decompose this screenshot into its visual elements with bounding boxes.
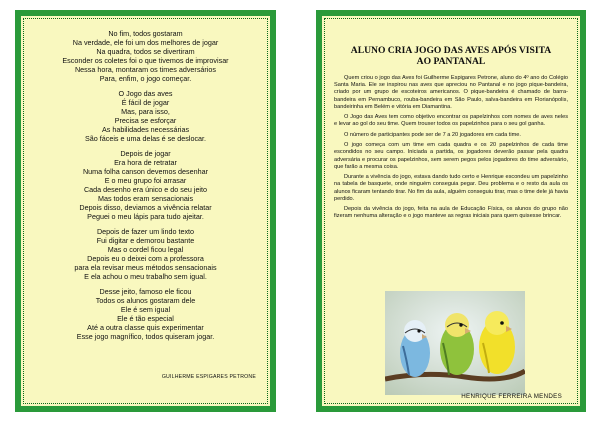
poem-line: Depois disso, deviamos a vivência relatar [79,203,212,212]
poem-line: O Jogo das aves [118,89,173,98]
poem-line: As habilidades necessárias [101,125,190,134]
poem-line: Esconder os coletes foi o que tivemos de improvisar [62,56,229,65]
poem-line: São fáceis e uma delas é se deslocar. [84,134,207,143]
poem-line: Depois eu o deixei com a professora [87,254,204,263]
poem-line: Mas, para isso, [121,107,170,116]
article-title-line: AO PANTANAL [416,56,486,67]
poem-line: Desse jeito, famoso ele ficou [99,287,192,296]
poem-author: GUILHERME ESPIGARES PETRONE [161,374,256,380]
article-paragraph: O jogo começa com um time em cada quadra e os 20 papelzinhos de cada time escondidos no seu campo. Iniciada a partida, os jogadores deverão passar pela quadra adversária e procurar os papelzinhos, sem serem pegos pelos jogadores do time adversário, que farão a mesma coisa. [334,142,568,170]
poem-line: No fim, todos gostaram [108,29,183,38]
poem-line: Esse jogo magnífico, todos quiseram jogar. [76,332,215,341]
poem-line: Ele é sem igual [120,305,171,314]
poem-line: Peguei o meu lápis para tudo ajeitar. [87,212,204,221]
poem-line: Depois de jogar [120,149,171,158]
article-title-line: ALUNO CRIA JOGO DAS AVES APÓS VISITA [350,45,552,56]
poem-line: Até a outra classe quis experimentar [87,323,204,332]
poem-line: Todos os alunos gostaram dele [95,296,196,305]
article-paragraph: O Jogo das Aves tem como objetivo encontrar os papelzinhos com nomes de aves neles e levar ao gol do seu time. Quem trouxer todos os papelzinhos para o seu gol ganha. [334,114,568,128]
poem-line: Depois de fazer um lindo texto [96,227,195,236]
article-paragraph: O número de participantes pode ser de 7 a 20 jogadores em cada time. [344,131,521,138]
poem-line: Ele é tão especial [117,314,174,323]
poem [29,23,262,341]
article-paragraph: Durante a vivência do jogo, estava dando tudo certo e Henrique escondeu um papelzinho na tabela de basquete, onde ninguém conseguia pegar. Deu problema e o resto da aula os alunos ficaram tentando tirar. No fim da aula, alguém conseguiu tirar, mas o time dele já havia perdido. [334,174,568,202]
poem-line: E o meu grupo foi arrasar [104,176,187,185]
article-title [330,45,572,67]
blue-budgie [400,320,430,377]
poem-line: Para, enfim, o jogo começar. [99,74,192,83]
poem-line: para ela revisar meus métodos sensacionais [74,263,217,272]
poem-line: Era hora de retratar [114,158,177,167]
article-body [330,75,572,221]
poem-line: É fácil de jogar [121,98,170,107]
poem-line: Na verdade, ele foi um dos melhores de jogar [72,38,219,47]
poem-stanza [29,149,262,221]
poem-line: Nessa hora, montaram os times adversários [74,65,216,74]
poem-stanza [29,29,262,83]
poem-stanza [29,287,262,341]
right-article-panel [316,10,586,412]
poem-line: Mas o cordel ficou legal [107,245,184,254]
poem-line: Fui digitar e demorou bastante [96,236,195,245]
article-author: HENRIQUE FERREIRA MENDES [461,393,562,400]
poem-stanza [29,227,262,281]
poem-line: Numa folha canson devemos desenhar [82,167,209,176]
budgie-photo [385,291,525,395]
poem-line: Precisa se esforçar [114,116,177,125]
article-paragraph: Depois da vivência do jogo, feita na aula de Educação Física, os alunos do grupo não fizeram nenhuma alteração e o jogo manteve as regras iniciais para quem quisesse brincar. [334,206,568,220]
left-poem-panel [15,10,276,412]
poem-line: E ela achou o meu trabalho sem igual. [84,272,207,281]
poem-line: Mas todos eram sensacionais [97,194,194,203]
poem-line: Cada desenho era único e do seu jeito [83,185,208,194]
poem-line: Na quadra, todos se divertiram [96,47,195,56]
poem-stanza [29,89,262,143]
article-paragraph: Quem criou o jogo das Aves foi Guilherme Espigares Petrone, aluno do 4º ano do Colégio Santa Maria. Ele se inspirou nas aves que apreciou no Pantanal e no jogo pique-bandeira, criado por um grupo de escoteiros americanos. O pique-bandeira é chamado de barra-bandeira em Pernambuco, rouba-bandeira em São Paulo, salva-bandeira em Florianópolis, bandeirinha em Belém e vitória em Diamantina. [334,75,568,110]
budgies-illustration [385,291,525,395]
